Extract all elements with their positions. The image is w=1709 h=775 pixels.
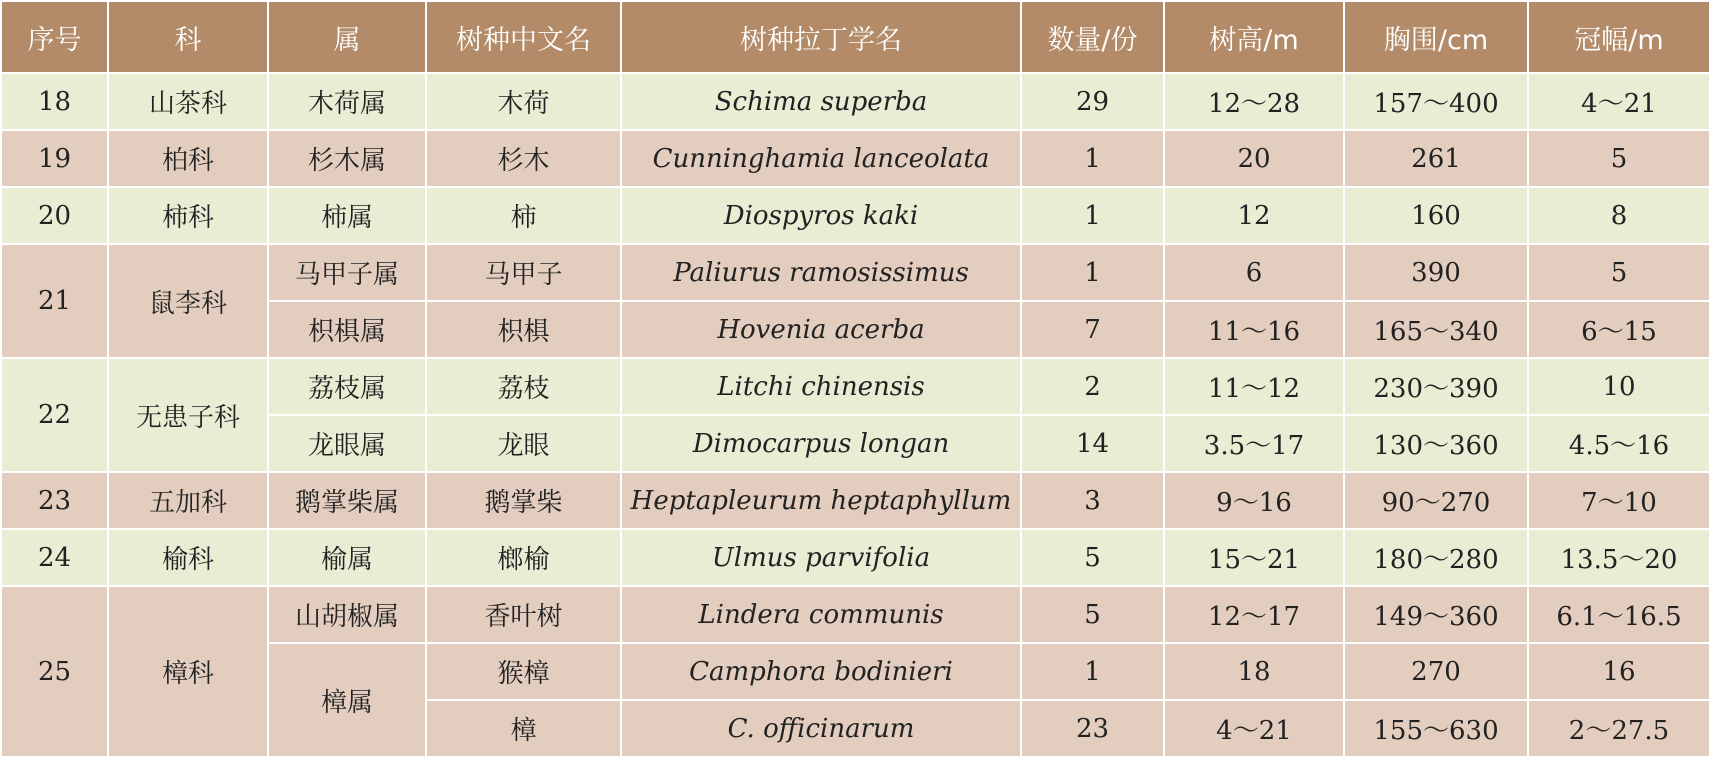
cell-crown: 4.5～16 xyxy=(1528,415,1709,472)
cell-crown: 6～15 xyxy=(1528,301,1709,358)
cell-cn-name: 杉木 xyxy=(426,130,621,187)
cell-genus: 龙眼属 xyxy=(268,415,426,472)
cell-latin-name: Ulmus parvifolia xyxy=(621,529,1021,586)
cell-genus: 山胡椒属 xyxy=(268,586,426,643)
cell-height: 4～21 xyxy=(1164,700,1344,757)
header-no: 序号 xyxy=(1,1,108,73)
cell-no: 18 xyxy=(1,73,108,130)
cell-family: 无患子科 xyxy=(108,358,268,472)
cell-cn-name: 香叶树 xyxy=(426,586,621,643)
cell-family: 榆科 xyxy=(108,529,268,586)
cell-genus: 木荷属 xyxy=(268,73,426,130)
header-count: 数量/份 xyxy=(1021,1,1164,73)
cell-latin-name: Diospyros kaki xyxy=(621,187,1021,244)
cell-family: 五加科 xyxy=(108,472,268,529)
cell-no: 21 xyxy=(1,244,108,358)
cell-family: 樟科 xyxy=(108,586,268,757)
cell-latin-name: Camphora bodinieri xyxy=(621,643,1021,700)
cell-genus: 柿属 xyxy=(268,187,426,244)
cell-height: 18 xyxy=(1164,643,1344,700)
cell-crown: 4～21 xyxy=(1528,73,1709,130)
cell-count: 1 xyxy=(1021,187,1164,244)
cell-genus: 杉木属 xyxy=(268,130,426,187)
cell-latin-name: Heptapleurum heptaphyllum xyxy=(621,472,1021,529)
cell-genus: 鹅掌柴属 xyxy=(268,472,426,529)
cell-height: 12～28 xyxy=(1164,73,1344,130)
header-height: 树高/m xyxy=(1164,1,1344,73)
cell-family: 山茶科 xyxy=(108,73,268,130)
cell-count: 5 xyxy=(1021,529,1164,586)
cell-crown: 16 xyxy=(1528,643,1709,700)
cell-latin-name: Hovenia acerba xyxy=(621,301,1021,358)
cell-height: 20 xyxy=(1164,130,1344,187)
cell-latin-name: Paliurus ramosissimus xyxy=(621,244,1021,301)
table-row xyxy=(1,130,1709,187)
cell-latin-name: Schima superba xyxy=(621,73,1021,130)
cell-no: 25 xyxy=(1,586,108,757)
header-family: 科 xyxy=(108,1,268,73)
cell-count: 3 xyxy=(1021,472,1164,529)
cell-girth: 165～340 xyxy=(1344,301,1528,358)
header-cn-name: 树种中文名 xyxy=(426,1,621,73)
cell-no: 24 xyxy=(1,529,108,586)
cell-crown: 5 xyxy=(1528,244,1709,301)
header-crown: 冠幅/m xyxy=(1528,1,1709,73)
cell-height: 15～21 xyxy=(1164,529,1344,586)
cell-no: 19 xyxy=(1,130,108,187)
cell-latin-name: Cunninghamia lanceolata xyxy=(621,130,1021,187)
cell-count: 23 xyxy=(1021,700,1164,757)
cell-genus: 枳椇属 xyxy=(268,301,426,358)
cell-height: 11～16 xyxy=(1164,301,1344,358)
cell-girth: 230～390 xyxy=(1344,358,1528,415)
cell-genus: 马甲子属 xyxy=(268,244,426,301)
cell-cn-name: 猴樟 xyxy=(426,643,621,700)
cell-height: 9～16 xyxy=(1164,472,1344,529)
table-row xyxy=(1,358,1709,415)
cell-girth: 157～400 xyxy=(1344,73,1528,130)
cell-cn-name: 枳椇 xyxy=(426,301,621,358)
cell-genus: 榆属 xyxy=(268,529,426,586)
cell-count: 14 xyxy=(1021,415,1164,472)
table-row xyxy=(1,187,1709,244)
cell-genus: 樟属 xyxy=(268,643,426,757)
cell-count: 1 xyxy=(1021,643,1164,700)
table-row xyxy=(1,529,1709,586)
cell-crown: 13.5～20 xyxy=(1528,529,1709,586)
cell-count: 1 xyxy=(1021,244,1164,301)
cell-girth: 261 xyxy=(1344,130,1528,187)
cell-cn-name: 马甲子 xyxy=(426,244,621,301)
cell-no: 22 xyxy=(1,358,108,472)
cell-family: 柿科 xyxy=(108,187,268,244)
cell-family: 鼠李科 xyxy=(108,244,268,358)
cell-cn-name: 荔枝 xyxy=(426,358,621,415)
cell-height: 12 xyxy=(1164,187,1344,244)
cell-crown: 8 xyxy=(1528,187,1709,244)
cell-latin-name: Litchi chinensis xyxy=(621,358,1021,415)
table-row xyxy=(1,244,1709,301)
cell-girth: 90～270 xyxy=(1344,472,1528,529)
header-latin-name: 树种拉丁学名 xyxy=(621,1,1021,73)
table-row xyxy=(1,73,1709,130)
cell-count: 5 xyxy=(1021,586,1164,643)
cell-no: 20 xyxy=(1,187,108,244)
cell-latin-name: Dimocarpus longan xyxy=(621,415,1021,472)
cell-cn-name: 鹅掌柴 xyxy=(426,472,621,529)
cell-count: 7 xyxy=(1021,301,1164,358)
cell-count: 2 xyxy=(1021,358,1164,415)
cell-girth: 130～360 xyxy=(1344,415,1528,472)
cell-height: 11～12 xyxy=(1164,358,1344,415)
cell-latin-name: Lindera communis xyxy=(621,586,1021,643)
cell-family: 柏科 xyxy=(108,130,268,187)
cell-crown: 7～10 xyxy=(1528,472,1709,529)
cell-cn-name: 木荷 xyxy=(426,73,621,130)
cell-crown: 6.1～16.5 xyxy=(1528,586,1709,643)
cell-count: 1 xyxy=(1021,130,1164,187)
cell-crown: 5 xyxy=(1528,130,1709,187)
cell-height: 12～17 xyxy=(1164,586,1344,643)
cell-girth: 270 xyxy=(1344,643,1528,700)
cell-height: 6 xyxy=(1164,244,1344,301)
table-row xyxy=(1,472,1709,529)
cell-genus: 荔枝属 xyxy=(268,358,426,415)
cell-latin-name: C. officinarum xyxy=(621,700,1021,757)
cell-height: 3.5～17 xyxy=(1164,415,1344,472)
cell-girth: 149～360 xyxy=(1344,586,1528,643)
header-girth: 胸围/cm xyxy=(1344,1,1528,73)
cell-no: 23 xyxy=(1,472,108,529)
cell-cn-name: 榔榆 xyxy=(426,529,621,586)
header-row xyxy=(1,1,1709,73)
cell-girth: 390 xyxy=(1344,244,1528,301)
cell-crown: 2～27.5 xyxy=(1528,700,1709,757)
cell-cn-name: 柿 xyxy=(426,187,621,244)
cell-cn-name: 樟 xyxy=(426,700,621,757)
table-row xyxy=(1,586,1709,643)
cell-girth: 155～630 xyxy=(1344,700,1528,757)
cell-count: 29 xyxy=(1021,73,1164,130)
header-genus: 属 xyxy=(268,1,426,73)
cell-cn-name: 龙眼 xyxy=(426,415,621,472)
cell-girth: 180～280 xyxy=(1344,529,1528,586)
cell-girth: 160 xyxy=(1344,187,1528,244)
cell-crown: 10 xyxy=(1528,358,1709,415)
